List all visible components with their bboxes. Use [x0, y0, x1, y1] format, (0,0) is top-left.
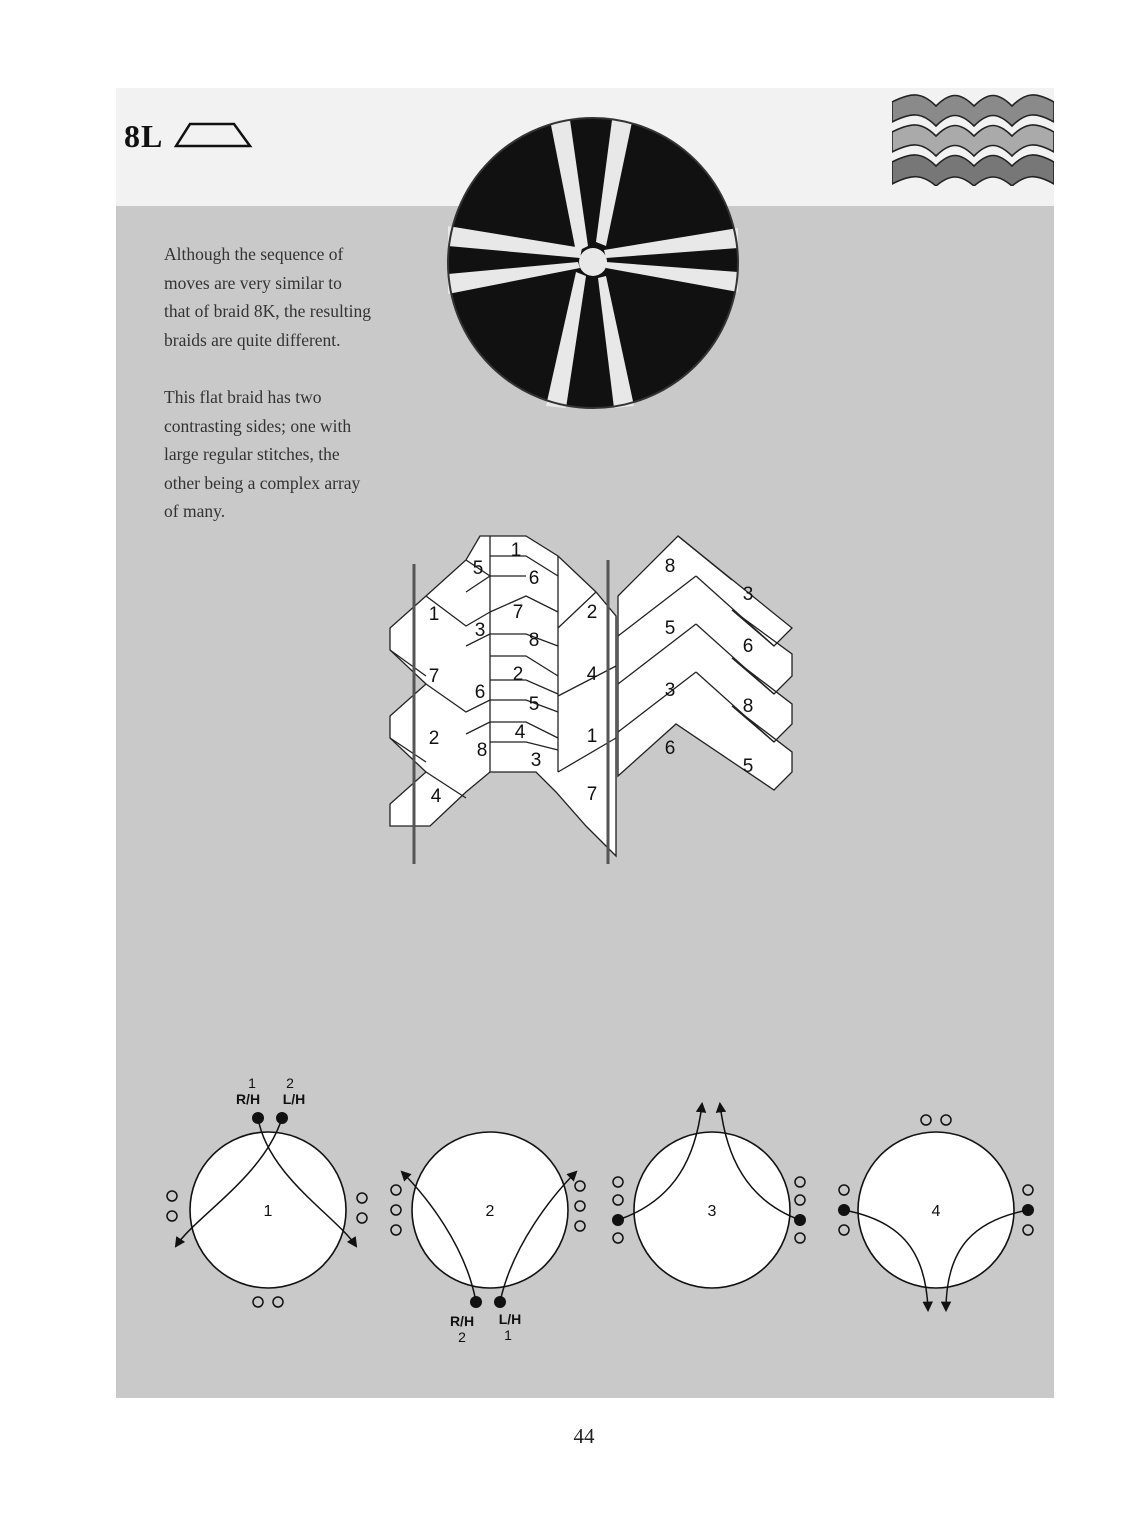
move-step-number: 2: [485, 1203, 495, 1220]
stitch-number: 2: [428, 728, 440, 749]
stitch-number: 6: [664, 738, 676, 759]
stitch-number: 1: [586, 726, 598, 747]
paragraph-2: [164, 383, 444, 526]
braid-swatch-image: [892, 92, 1054, 186]
strand-number: 2: [286, 1075, 294, 1091]
text-line: of many.: [164, 501, 226, 521]
stitch-number: 2: [586, 602, 598, 623]
stitch-number: 5: [742, 756, 754, 777]
move-step-number: 1: [263, 1203, 273, 1220]
stitch-number: 3: [474, 620, 486, 641]
stitch-number: 6: [742, 636, 754, 657]
stitch-number: 8: [742, 696, 754, 717]
hand-label: L/H: [282, 1091, 306, 1107]
stitch-number: 4: [514, 722, 526, 743]
strand-number: 1: [248, 1075, 256, 1091]
hand-label: R/H: [235, 1091, 261, 1107]
hand-label: R/H: [449, 1313, 475, 1329]
text-line: This flat braid has two: [164, 387, 322, 407]
braid-code: 8L: [124, 118, 164, 154]
kumihimo-disk-photo: [446, 116, 740, 410]
strand-number: 2: [458, 1329, 466, 1345]
stitch-number: 8: [476, 740, 488, 761]
stitch-number: 7: [586, 784, 598, 805]
text-line: contrasting sides; one with: [164, 415, 352, 436]
stitch-number: 5: [528, 694, 540, 715]
hand-label: L/H: [498, 1311, 522, 1327]
move-step-number: 3: [707, 1203, 717, 1220]
stitch-number: 3: [742, 584, 754, 605]
stitch-number: 1: [510, 540, 522, 561]
page-panel: [116, 88, 1054, 1398]
stitch-number: 4: [586, 664, 598, 685]
text-line: Although the sequence of: [164, 244, 344, 264]
stitch-number: 6: [528, 568, 540, 589]
trapezoid-icon: [174, 121, 254, 149]
stitch-number: 1: [428, 604, 440, 625]
move-sequence-diagram: [156, 976, 1036, 1356]
stitch-number: 7: [512, 602, 524, 623]
stitch-number: 5: [664, 618, 676, 639]
strand-number: 1: [504, 1327, 512, 1343]
stitch-structure-diagram: [386, 516, 806, 886]
stitch-number: 8: [664, 556, 676, 577]
page-number: 44: [573, 1424, 595, 1448]
stitch-number: 3: [664, 680, 676, 701]
paragraph-1: [164, 240, 444, 354]
stitch-number: 6: [474, 682, 486, 703]
move-step-number: 4: [931, 1203, 941, 1220]
text-line: moves are very similar to: [164, 272, 342, 293]
stitch-number: 8: [528, 630, 540, 651]
stitch-number: 5: [472, 558, 484, 579]
stitch-number: 4: [430, 786, 442, 807]
stitch-number: 3: [530, 750, 542, 771]
text-line: that of braid 8K, the resulting: [164, 301, 372, 321]
text-line: other being a complex array: [164, 472, 361, 493]
stitch-number: 2: [512, 664, 524, 685]
text-line: braids are quite different.: [164, 329, 341, 350]
stitch-number: 7: [428, 666, 440, 687]
text-line: large regular stitches, the: [164, 444, 340, 464]
